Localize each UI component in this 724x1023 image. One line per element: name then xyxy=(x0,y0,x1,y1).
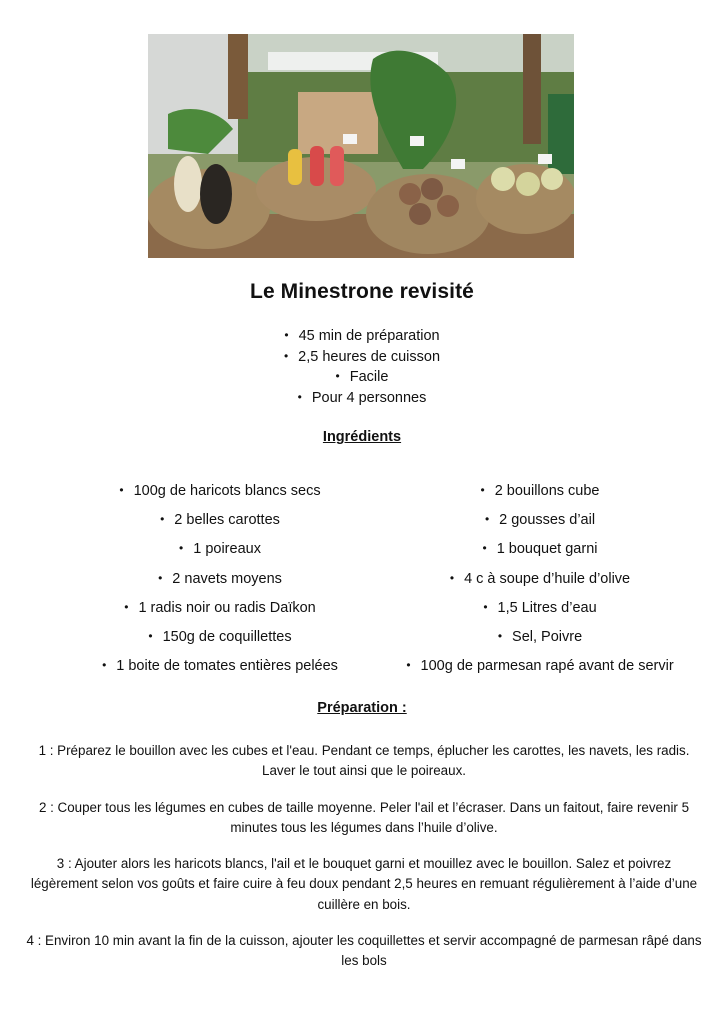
potato xyxy=(421,178,443,200)
potato xyxy=(399,183,421,205)
price-tag xyxy=(410,136,424,146)
ingredient-item: • 2 navets moyens xyxy=(60,565,380,594)
price-tag xyxy=(343,134,357,144)
ingredients-list-left xyxy=(60,477,380,681)
meta-prep-time: • 45 min de préparation xyxy=(0,326,724,347)
preparation-step: 1 : Préparez le bouillon avec les cubes et l'eau. Pendant ce temps, éplucher les carottes, les navets, les radis. Laver le tout ainsi que le poireaux. xyxy=(38,743,690,779)
turnip xyxy=(516,172,540,196)
ingredient-item: • 2 bouillons cube xyxy=(380,477,700,506)
ingredient-item: • 2 belles carottes xyxy=(60,506,380,535)
preparation-steps xyxy=(22,741,706,988)
black-radish xyxy=(200,164,232,224)
price-tag xyxy=(451,159,465,169)
turnip xyxy=(541,168,563,190)
recipe-title: Le Minestrone revisité xyxy=(250,280,474,303)
turnip xyxy=(491,167,515,191)
recipe-meta-list xyxy=(0,326,724,408)
ingredient-item: • 100g de parmesan rapé avant de servir xyxy=(380,652,700,681)
wooden-post-right xyxy=(523,34,541,144)
wooden-post-left xyxy=(228,34,248,119)
ingredients-heading: Ingrédients xyxy=(322,429,402,445)
vegetable-baskets-photo xyxy=(148,34,574,258)
ingredient-item: • 100g de haricots blancs secs xyxy=(60,477,380,506)
photo-illustration xyxy=(148,34,574,258)
ingredient-item: • Sel, Poivre xyxy=(380,623,700,652)
yellow-carrot xyxy=(288,149,302,185)
ingredient-item: • 1 poireaux xyxy=(60,535,380,564)
ingredient-item: • 1,5 Litres d’eau xyxy=(380,594,700,623)
red-carrot xyxy=(310,146,324,186)
ingredient-item: • 4 c à soupe d’huile d’olive xyxy=(380,565,700,594)
paper-bag xyxy=(298,92,378,154)
ingredients-list-right xyxy=(380,477,700,681)
ingredient-item: • 2 gousses d’ail xyxy=(380,506,700,535)
price-tag xyxy=(538,154,552,164)
potato xyxy=(409,203,431,225)
preparation-step: 4 : Environ 10 min avant la fin de la cuisson, ajouter les coquillettes et servir accompagné de parmesan râpé dans les bols xyxy=(26,933,702,969)
red-carrot xyxy=(330,146,344,186)
preparation-heading: Préparation : xyxy=(317,700,407,716)
ingredient-item: • 1 boite de tomates entières pelées xyxy=(60,652,380,681)
ingredient-item: • 150g de coquillettes xyxy=(60,623,380,652)
meta-servings: • Pour 4 personnes xyxy=(0,388,724,409)
meta-difficulty: • Facile xyxy=(0,367,724,388)
potato xyxy=(437,195,459,217)
preparation-step: 3 : Ajouter alors les haricots blancs, l'ail et le bouquet garni et mouillez avec le bouillon. Salez et poivrez légèrement selon vos goûts et faire cuire à feu doux pendant 2,5 heures en remuant régulièrement à l’aide d’une cuillère en bois. xyxy=(30,856,698,912)
preparation-step: 2 : Couper tous les légumes en cubes de taille moyenne. Peler l'ail et l’écraser. Dans un faitout, faire revenir 5 minutes tous les légumes dans l’huile d’olive. xyxy=(38,799,690,835)
ingredient-item: • 1 radis noir ou radis Daïkon xyxy=(60,594,380,623)
meta-cook-time: • 2,5 heures de cuisson xyxy=(0,347,724,368)
daikon xyxy=(174,156,202,212)
ingredient-item: • 1 bouquet garni xyxy=(380,535,700,564)
